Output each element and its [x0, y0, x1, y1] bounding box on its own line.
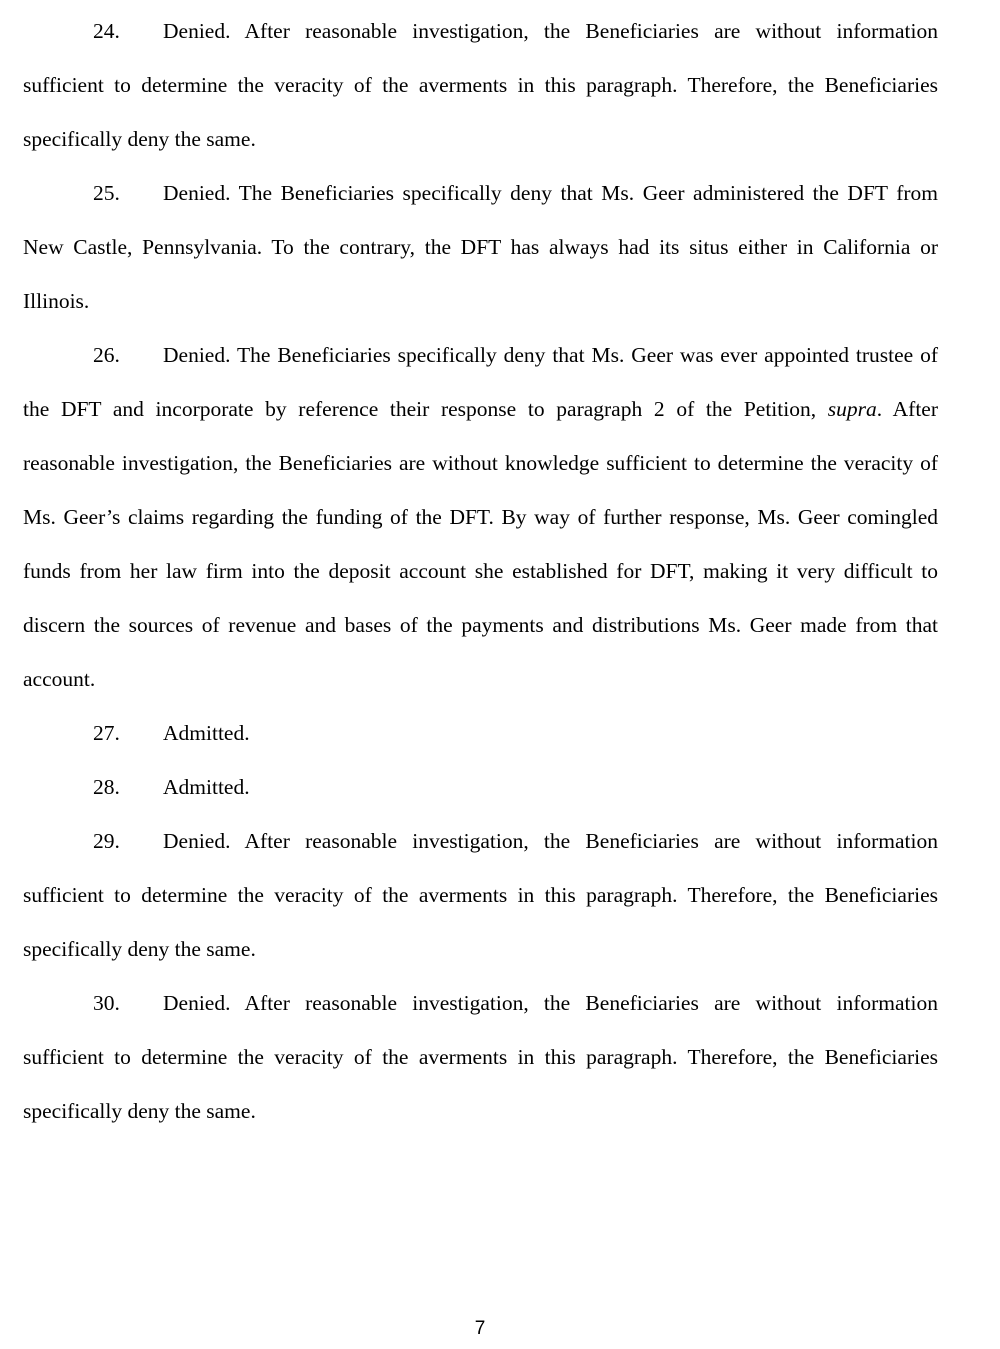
document-page: [23, 4, 938, 1138]
paragraph-text: Admitted.: [163, 721, 250, 745]
paragraph-24: [23, 4, 938, 166]
italic-citation: supra: [827, 397, 877, 421]
paragraph-26: [23, 328, 938, 706]
paragraph-text: Denied. After reasonable investigation, the Beneficiaries are without information sufficient to determine the veracity of the averments in this paragraph. Therefore, the Beneficiaries specifically deny the same.: [23, 991, 938, 1123]
paragraph-27: [23, 706, 938, 760]
paragraph-29: [23, 814, 938, 976]
paragraph-25: [23, 166, 938, 328]
paragraph-text: Denied. After reasonable investigation, the Beneficiaries are without information sufficient to determine the veracity of the averments in this paragraph. Therefore, the Beneficiaries specifically deny the same.: [23, 19, 938, 151]
paragraph-number: 26.: [93, 343, 120, 367]
paragraph-text: Denied. The Beneficiaries specifically deny that Ms. Geer was ever appointed trustee of the DFT and incorporate by reference their response to paragraph 2 of the Petition,: [23, 343, 938, 421]
paragraph-text-continued: . After reasonable investigation, the Beneficiaries are without knowledge sufficient to determine the veracity of Ms. Geer’s claims regarding the funding of the DFT. By way of further response, Ms. Geer comingled funds from her law firm into the deposit account she established for DFT, making it very difficult to discern the sources of revenue and bases of the payments and distributions Ms. Geer made from that account.: [23, 397, 938, 691]
paragraph-number: 25.: [93, 181, 120, 205]
paragraph-number: 30.: [93, 991, 120, 1015]
paragraph-text: Admitted.: [163, 775, 250, 799]
paragraph-number: 24.: [93, 19, 120, 43]
page-number: 7: [474, 1318, 486, 1339]
paragraph-text: Denied. After reasonable investigation, the Beneficiaries are without information sufficient to determine the veracity of the averments in this paragraph. Therefore, the Beneficiaries specifically deny the same.: [23, 829, 938, 961]
paragraph-number: 29.: [93, 829, 120, 853]
paragraph-number: 28.: [93, 775, 120, 799]
paragraph-text: Denied. The Beneficiaries specifically deny that Ms. Geer administered the DFT from New Castle, Pennsylvania. To the contrary, the DFT has always had its situs either in California or Illinois.: [23, 181, 938, 313]
paragraph-30: [23, 976, 938, 1138]
paragraph-28: [23, 760, 938, 814]
paragraph-number: 27.: [93, 721, 120, 745]
